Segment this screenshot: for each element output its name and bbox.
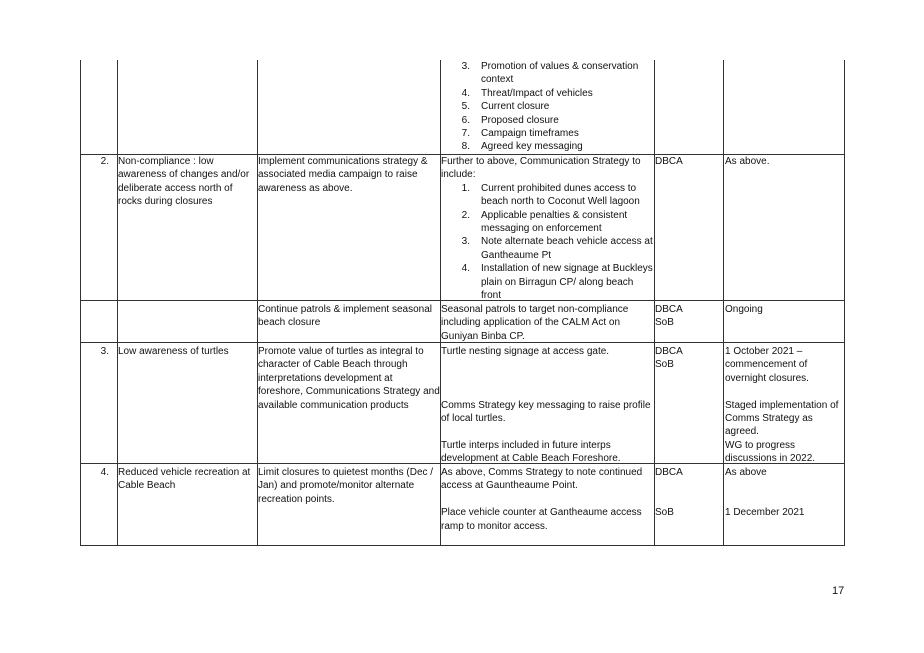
list-item: Campaign timeframes (481, 128, 579, 139)
action-cell: Implement communications strategy & associated media campaign to raise awareness as above. (258, 156, 428, 194)
list-item: Gantheaume Pt (481, 249, 552, 261)
column-divider (844, 60, 845, 546)
list-item: Agreed key messaging (481, 141, 583, 153)
list-item: plain on Birragun CP/ along beach (481, 276, 634, 288)
responsibility-cell: SoB (655, 507, 674, 519)
action-cell: Continue patrols & implement seasonal beach closure (258, 304, 432, 329)
list-number: 5. (461, 101, 470, 113)
status-cell: 1 December 2021 (725, 507, 805, 519)
list-number: 3. (461, 61, 470, 72)
issue-cell: Non-compliance : low awareness of changes and/or deliberate access north of rocks during closures (118, 156, 250, 208)
page-number: 17 (832, 585, 845, 597)
list-item: Note alternate beach vehicle access at (481, 236, 653, 248)
list-item: Threat/Impact of vehicles (481, 87, 593, 99)
list-item: messaging on enforcement (481, 223, 602, 234)
responsibility-cell: SoB (655, 359, 674, 371)
responsibility-cell: DBCA (655, 304, 683, 315)
status-cell: As above. (725, 156, 770, 167)
list-number: 4. (461, 87, 470, 99)
status-cell: Staged implementation of Comms Strategy as agreed. (725, 399, 839, 438)
issue-cell: Low awareness of turtles (118, 346, 229, 357)
list-number: 1. (461, 182, 470, 194)
detail-cell: Turtle nesting signage at access gate. (441, 346, 610, 357)
detail-cell: Seasonal patrols to target non-compliance including application of the CALM Act on Guniyan Binba CP. (441, 304, 629, 342)
responsibility-cell: DBCA (655, 467, 683, 478)
detail-cell: As above, Comms Strategy to note continued access at Gauntheaume Point. (441, 467, 643, 492)
responsibility-cell: DBCA (655, 346, 683, 357)
detail-cell: Comms Strategy key messaging to raise profile of local turtles. (441, 399, 651, 424)
detail-intro: Further to above, Communication Strategy to (441, 156, 641, 167)
row-divider (80, 300, 845, 301)
list-item: front (481, 290, 502, 301)
list-item: Promotion of values & conservation (481, 61, 639, 72)
status-cell: 1 October 2021 – commencement of overnight closures. (725, 346, 809, 384)
list-number: 2. (461, 209, 470, 221)
list-item: Applicable penalties & consistent (481, 209, 628, 221)
responsibility-cell: SoB (655, 317, 674, 329)
detail-cell: Turtle interps included in future interps development at Cable Beach Foreshore. (441, 439, 621, 465)
column-divider (80, 60, 81, 546)
list-item: beach north to Coconut Well lagoon (481, 196, 640, 208)
list-number: 3. (461, 236, 470, 248)
list-item: Current closure (481, 101, 550, 113)
status-cell: Ongoing (725, 304, 763, 315)
status-cell: WG to progress discussions in 2022. (725, 439, 816, 465)
list-item: Installation of new signage at Buckleys (481, 263, 653, 275)
list-item: context (481, 74, 514, 86)
table-bottom-border (80, 545, 845, 546)
detail-intro: include: (441, 169, 476, 181)
row-number: 2. (100, 156, 109, 167)
list-item: Proposed closure (481, 114, 559, 126)
row-number: 3. (100, 346, 109, 357)
action-cell: Limit closures to quietest months (Dec / Jan) and promote/monitor alternate recreation points. (258, 467, 434, 505)
list-item: Current prohibited dunes access to (481, 182, 637, 194)
list-number: 4. (461, 263, 470, 275)
list-number: 7. (461, 128, 470, 139)
row-number: 4. (100, 467, 109, 478)
action-cell: Promote value of turtles as integral to character of Cable Beach through interpretations development at foreshore, Communications Strategy and available communication products (258, 346, 440, 411)
column-divider (723, 60, 724, 546)
list-number: 6. (461, 114, 470, 126)
detail-cell: Place vehicle counter at Gantheaume access ramp to monitor access. (441, 507, 642, 532)
responsibility-cell: DBCA (655, 156, 683, 167)
list-number: 8. (461, 141, 470, 153)
status-cell: As above (725, 467, 767, 478)
issue-cell: Reduced vehicle recreation at Cable Beach (118, 467, 251, 492)
